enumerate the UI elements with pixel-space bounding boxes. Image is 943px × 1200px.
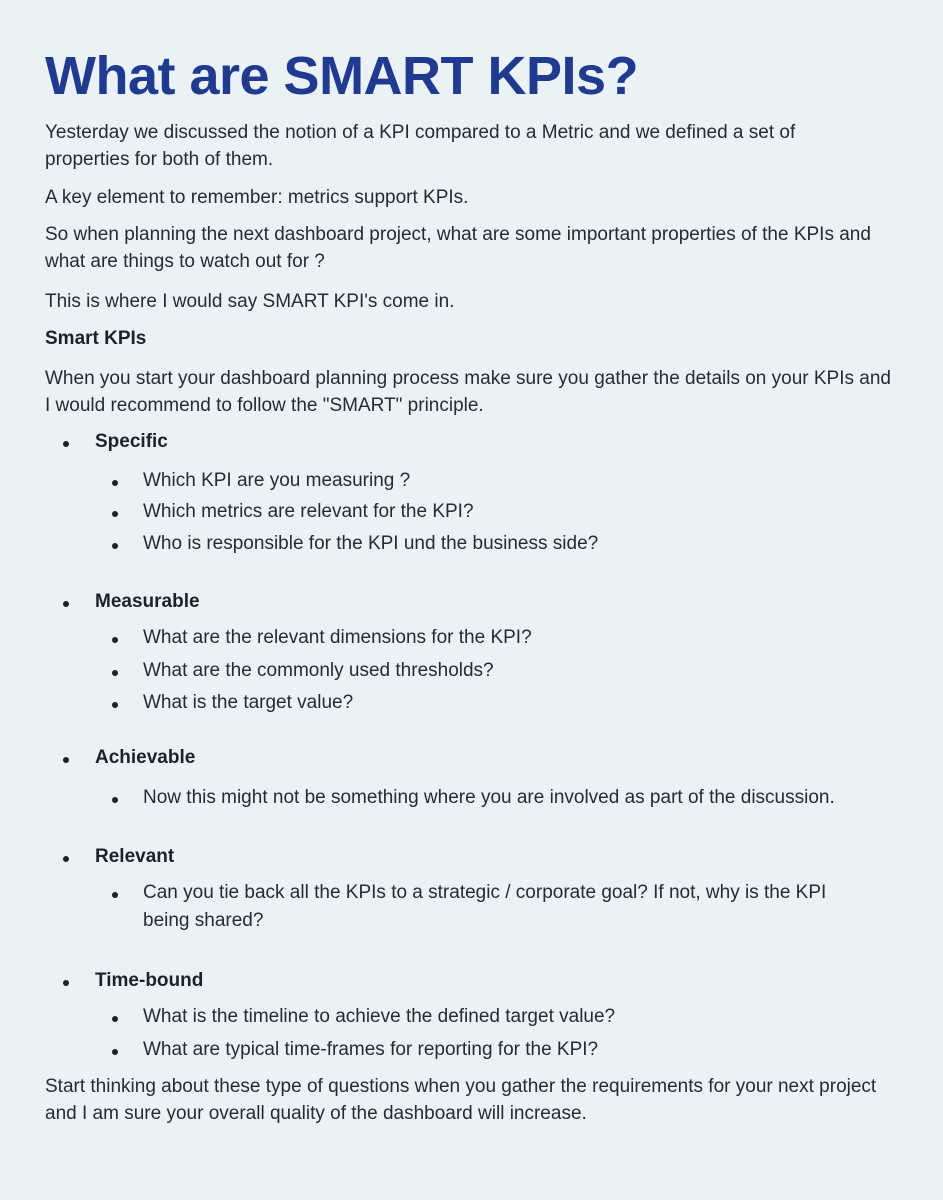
intro-paragraph-2: A key element to remember: metrics support KPIs.: [45, 187, 469, 208]
list-item: Which KPI are you measuring ?: [143, 470, 411, 491]
bullet-dot: [63, 601, 69, 607]
bullet-dot: [112, 892, 118, 898]
list-item: Now this might not be something where you are involved as part of the discussion.: [143, 787, 835, 808]
section-label-specific: Specific: [95, 431, 168, 452]
bullet-dot: [63, 980, 69, 986]
section-label-achievable: Achievable: [95, 747, 196, 768]
bullet-dot: [112, 1016, 118, 1022]
intro-paragraph-4: This is where I would say SMART KPI's come in.: [45, 291, 455, 312]
section-label-relevant: Relevant: [95, 846, 175, 867]
list-item: What is the target value?: [143, 692, 354, 713]
bullet-dot: [63, 441, 69, 447]
list-item: Who is responsible for the KPI und the business side?: [143, 533, 599, 554]
bullet-dot: [112, 511, 118, 517]
bullet-dot: [63, 856, 69, 862]
smart-kpis-heading: Smart KPIs: [45, 328, 147, 349]
intro-paragraph-3: So when planning the next dashboard project, what are some important properties of the KPIs and what are things to watch out for ?: [45, 224, 871, 272]
bullet-dot: [112, 543, 118, 549]
bullet-dot: [112, 637, 118, 643]
page-title: What are SMART KPIs?: [45, 46, 639, 106]
section-label-time-bound: Time-bound: [95, 970, 204, 991]
closing-paragraph: Start thinking about these type of questions when you gather the requirements for your next project and I am sure your overall quality of the dashboard will increase.: [45, 1076, 877, 1124]
smart-intro-paragraph: When you start your dashboard planning process make sure you gather the details on your KPIs and I would recommend to follow the "SMART" principle.: [45, 368, 891, 416]
bullet-dot: [112, 702, 118, 708]
bullet-dot: [112, 797, 118, 803]
list-item: Which metrics are relevant for the KPI?: [143, 501, 474, 522]
bullet-dot: [112, 670, 118, 676]
list-item: What are the relevant dimensions for the KPI?: [143, 627, 532, 648]
bullet-dot: [112, 480, 118, 486]
section-label-measurable: Measurable: [95, 591, 200, 612]
list-item: What are the commonly used thresholds?: [143, 660, 494, 681]
intro-paragraph-1: Yesterday we discussed the notion of a KPI compared to a Metric and we defined a set of properties for both of them.: [45, 122, 796, 170]
list-item: What is the timeline to achieve the defined target value?: [143, 1006, 616, 1027]
list-item: Can you tie back all the KPIs to a strategic / corporate goal? If not, why is the KPI being shared?: [143, 882, 827, 931]
bullet-dot: [63, 757, 69, 763]
list-item: What are typical time-frames for reporting for the KPI?: [143, 1039, 599, 1060]
bullet-dot: [112, 1049, 118, 1055]
